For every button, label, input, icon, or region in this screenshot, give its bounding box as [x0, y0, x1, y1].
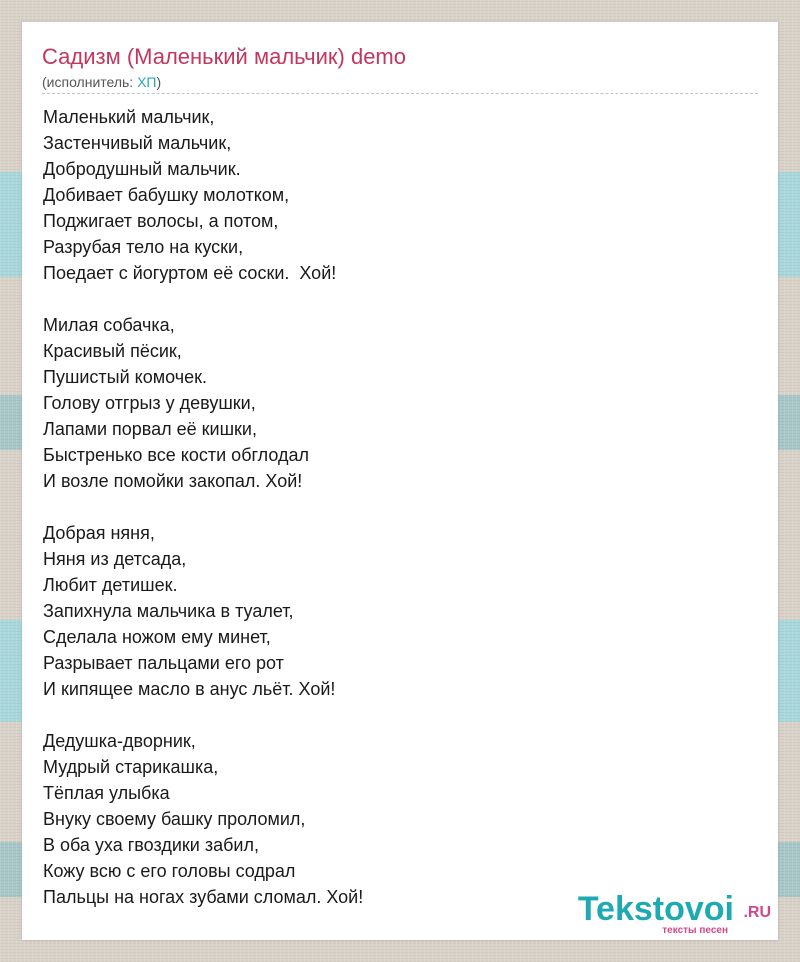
- lyric-line: Сделала ножом ему минет,: [43, 627, 271, 647]
- lyric-line: Добивает бабушку молотком,: [43, 185, 290, 205]
- performer-line: [42, 73, 161, 91]
- lyric-line: Милая собачка,: [43, 315, 175, 335]
- lyric-line: Разрывает пальцами его рот: [43, 653, 284, 673]
- lyrics-text: [43, 104, 743, 936]
- lyric-line: Любит детишек.: [43, 575, 178, 595]
- performer-prefix: (исполнитель:: [42, 74, 138, 90]
- logo-tld: .RU: [743, 904, 771, 921]
- lyric-line: Пушистый комочек.: [43, 367, 208, 387]
- performer-link[interactable]: ХП: [137, 74, 157, 90]
- stanza-4: [43, 728, 743, 910]
- logo-name: Tekstovoi: [577, 890, 734, 928]
- logo-tagline: тексты песен: [662, 925, 728, 936]
- lyric-line: Застенчивый мальчик,: [43, 133, 232, 153]
- lyric-line: И возле помойки закопал. Хой!: [43, 471, 303, 491]
- lyric-line: Красивый пёсик,: [43, 341, 182, 361]
- site-logo[interactable]: [561, 891, 771, 937]
- lyric-line: Пальцы на ногах зубами сломал. Хой!: [43, 887, 364, 907]
- performer-suffix: ): [156, 74, 162, 90]
- title-divider: [42, 93, 758, 94]
- lyric-line: Добродушный мальчик.: [43, 159, 241, 179]
- lyric-line: И кипящее масло в анус льёт. Хой!: [43, 679, 336, 699]
- lyric-line: Дедушка-дворник,: [43, 731, 196, 751]
- lyric-line: Поджигает волосы, а потом,: [43, 211, 279, 231]
- lyric-line: Запихнула мальчика в туалет,: [43, 601, 294, 621]
- song-title: Садизм (Маленький мальчик) demo: [42, 44, 406, 69]
- lyric-line: Разрубая тело на куски,: [43, 237, 244, 257]
- stanza-1: [43, 104, 743, 286]
- lyric-line: Маленький мальчик,: [43, 107, 215, 127]
- lyric-line: Лапами порвал её кишки,: [43, 419, 257, 439]
- lyric-line: Тёплая улыбка: [43, 783, 170, 803]
- stanza-2: [43, 312, 743, 494]
- lyric-line: Поедает с йогуртом её соски. Хой!: [43, 263, 337, 283]
- lyric-line: Внуку своему башку проломил,: [43, 809, 306, 829]
- lyric-line: Мудрый старикашка,: [43, 757, 219, 777]
- lyric-line: В оба уха гвоздики забил,: [43, 835, 259, 855]
- lyric-line: Быстренько все кости обглодал: [43, 445, 310, 465]
- lyric-line: Кожу всю с его головы содрал: [43, 861, 296, 881]
- stanza-3: [43, 520, 743, 702]
- lyrics-card: [22, 22, 778, 940]
- lyric-line: Голову отгрыз у девушки,: [43, 393, 256, 413]
- lyric-line: Няня из детсада,: [43, 549, 187, 569]
- lyric-line: Добрая няня,: [43, 523, 155, 543]
